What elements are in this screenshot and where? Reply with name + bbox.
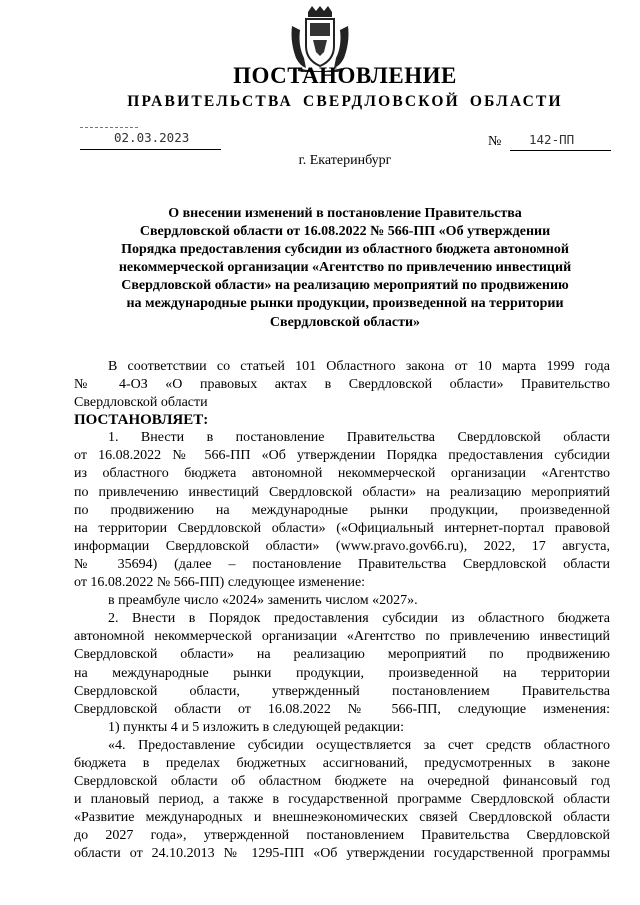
heading-line: Свердловской области» на реализацию мероприятий по продвижению	[121, 278, 569, 294]
body-line: области от 24.10.2013 № 1295-ПП «Об утверждении государственной программы	[74, 846, 610, 862]
date-stamp-line	[80, 127, 138, 128]
document-body	[74, 358, 610, 864]
body-line: по привлечению инвестиций Свердловской области» на реализацию мероприятий	[74, 484, 610, 500]
heading-line: О внесении изменений в постановление Правительства	[168, 206, 522, 221]
preamble-paragraph	[74, 358, 610, 412]
body-line: бюджета в пределах бюджетных ассигнований, предусмотренных в законе	[74, 755, 610, 771]
item-1-paragraph	[74, 429, 610, 592]
body-line: Свердловской области об областном бюджете на очередной финансовый год	[74, 774, 610, 790]
heading-line: на международные рынки продукции, произведенной на территории	[126, 296, 564, 312]
body-line: из областного бюджета автономной некоммерческой организации «Агентство	[74, 466, 610, 482]
number-underline	[510, 150, 611, 151]
body-line: Свердловской области» на реализацию мероприятий по продвижению	[74, 647, 610, 663]
body-line: автономной некоммерческой организации «Агентство по привлечению инвестиций	[74, 629, 610, 645]
body-line: на территории Свердловской области» («Официальный интернет-портал правовой	[74, 520, 610, 536]
item-2-subitem-1: 1) пункты 4 и 5 изложить в следующей редакции:	[108, 719, 405, 735]
document-title: ПОСТАНОВЛЕНИЕ	[233, 63, 457, 88]
quoted-text-paragraph	[74, 737, 610, 864]
heading-line: некоммерческой организации «Агентство по привлечению инвестиций	[118, 260, 572, 276]
body-line: Свердловской области, утвержденный постановлением Правительства	[74, 683, 610, 699]
body-line: на международные рынки продукции, произведенной на территории	[74, 665, 610, 681]
body-line: 1. Внести в постановление Правительства Свердловской области	[108, 430, 610, 446]
body-line: по продвижению на международные рынки продукции, произведенной	[74, 502, 610, 518]
heading-line: Порядка предоставления субсидии из областного бюджета автономной	[121, 242, 569, 258]
body-line: № 4-ОЗ «О правовых актах в Свердловской области» Правительство	[74, 377, 610, 393]
body-line: Свердловской области от 16.08.2022 № 566-ПП, следующие изменения:	[74, 701, 610, 717]
document-subtitle: ПРАВИТЕЛЬСТВА СВЕРДЛОВСКОЙ ОБЛАСТИ	[127, 93, 563, 110]
body-line: «Развитие международных и внешнеэкономических связей Свердловской области	[74, 810, 610, 826]
body-line: В соответствии со статьей 101 Областного закона от 10 марта 1999 года	[108, 359, 610, 374]
item-1-change: в преамбуле число «2024» заменить числом «2027».	[108, 593, 418, 609]
body-line: до 2027 года», утвержденной постановлением Правительства Свердловской	[74, 828, 610, 844]
heading-line: Свердловской области»	[269, 314, 421, 330]
body-line: от 16.08.2022 № 566-ПП) следующее изменение:	[74, 575, 366, 591]
document-city: г. Екатеринбург	[298, 153, 392, 168]
document-number: 142-ПП	[529, 132, 575, 147]
document-heading	[90, 205, 600, 332]
item-2-paragraph	[74, 610, 610, 719]
body-line: 2. Внести в Порядок предоставления субсидии из областного бюджета	[108, 611, 610, 627]
document-date: 02.03.2023	[114, 130, 190, 145]
heading-line: Свердловской области от 16.08.2022 № 566-ПП «Об утверждении	[139, 224, 551, 240]
body-line: «4. Предоставление субсидии осуществляется за счет средств областного	[108, 737, 610, 753]
number-label: №	[488, 134, 502, 149]
body-line: информации Свердловской области» (www.pravo.gov66.ru), 2022, 17 августа,	[74, 538, 610, 554]
body-line: от 16.08.2022 № 566-ПП «Об утверждении Порядка предоставления субсидии	[74, 448, 610, 464]
postanovlyaet-label: ПОСТАНОВЛЯЕТ:	[74, 412, 209, 429]
body-line: № 35694) (далее – постановление Правительства Свердловской области	[74, 556, 610, 572]
date-underline	[80, 149, 221, 150]
body-line: и плановый период, а также в государственной программе Свердловской области	[74, 792, 610, 808]
body-line: Свердловской области	[74, 395, 208, 411]
